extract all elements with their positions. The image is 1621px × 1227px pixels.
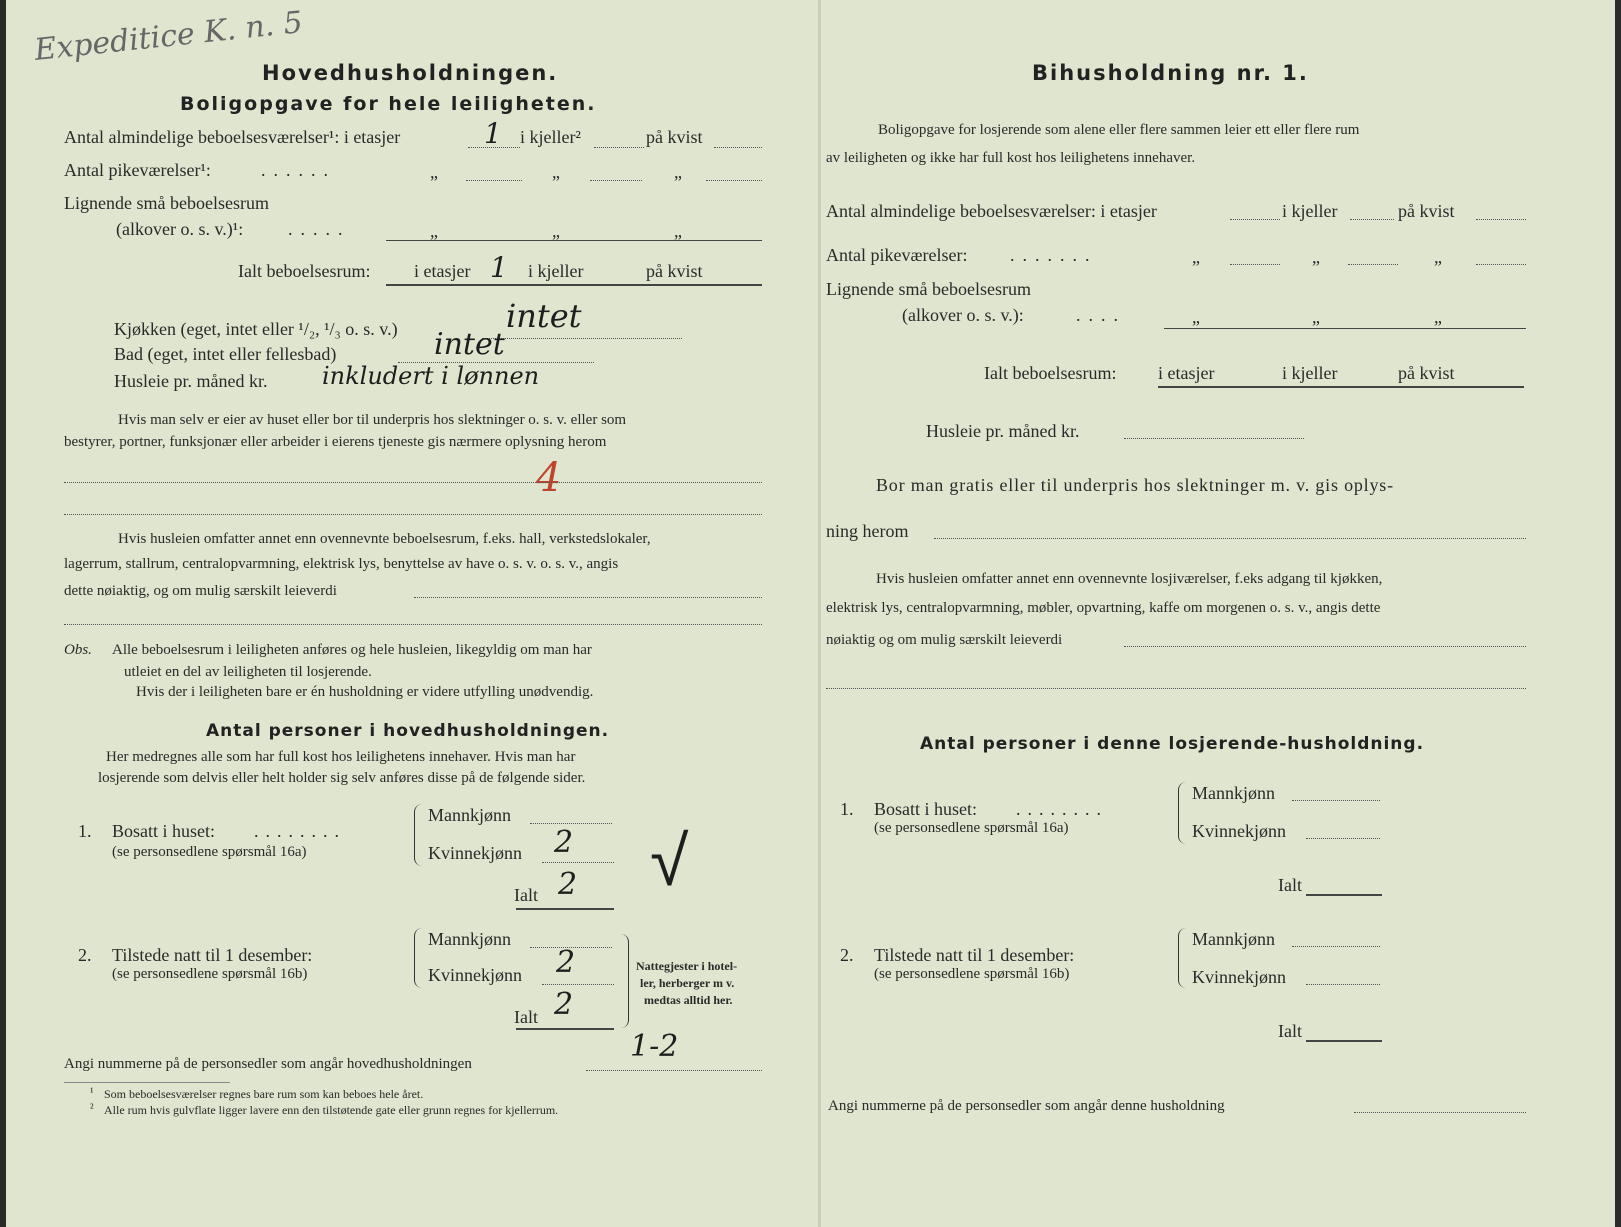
sub-includes-note-3: nøiaktig og om mulig særskilt leieverdi: [826, 632, 1063, 648]
main-household-subtitle: Boligopgave for hele leiligheten.: [180, 93, 597, 115]
main-household-title: Hovedhusholdningen.: [262, 61, 559, 85]
includes-note-3: dette nøiaktig, og om mulig særskilt leieverdi: [64, 583, 337, 599]
total-rooms-label: Ialt beboelsesrum:: [238, 261, 371, 281]
footnote-1: Som beboelsesværelser regnes bare rum som kan beboes hele året.: [104, 1087, 424, 1101]
rent-label: Husleie pr. måned kr.: [114, 371, 268, 391]
footnote-2: Alle rum hvis gulvflate ligger lavere enn den tilstøtende gate eller grunn regnes for kjellerrum.: [104, 1103, 559, 1117]
owner-note-1: Hvis man selv er eier av huset eller bor til underpris hos slektninger o. s. v. eller som: [118, 412, 627, 428]
sub-household-title: Bihusholdning nr. 1.: [1032, 61, 1309, 85]
persons-title: Antal personer i hovedhusholdningen.: [206, 721, 610, 741]
sub-small-rooms-label: Lignende små beboelsesrum: [826, 279, 1031, 299]
sub-rooms-label: Antal almindelige beboelsesværelser: i etasjer: [826, 201, 1157, 221]
resident-female-label: Kvinnekjønn: [428, 843, 522, 863]
sub-rent-label: Husleie pr. måned kr.: [926, 421, 1080, 441]
obs-note-3: Hvis der i leiligheten bare er én husholdning er videre utfylling unødvendig.: [136, 684, 594, 700]
handwritten-stamp: Expeditice K. n. 5: [32, 5, 305, 68]
rent-value: inkludert i lønnen: [322, 362, 540, 390]
rooms-kjeller-label: i kjeller²: [520, 127, 581, 147]
present-male-label: Mannkjønn: [428, 929, 511, 949]
rooms-kvist-label: på kvist: [646, 127, 703, 147]
includes-note-2: lagerrum, stallrum, centralopvarmning, elektrisk lys, benyttelse av have o. s. v. o. s. v., angis: [64, 556, 619, 572]
small-rooms-label: Lignende små beboelsesrum: [64, 193, 269, 213]
rooms-etasjer-value: 1: [484, 117, 502, 150]
present-total-value: 2: [554, 987, 574, 1022]
bath-label: Bad (eget, intet eller fellesbad): [114, 344, 337, 364]
maid-rooms-label: Antal pikeværelser¹:: [64, 160, 211, 180]
sub-free-note-2: ning herom: [826, 521, 909, 541]
sub-numbers-label: Angi nummerne på de personsedler som angår denne husholdning: [828, 1098, 1225, 1114]
kitchen-value: intet: [506, 297, 582, 335]
sub-intro-1: Boligopgave for losjerende som alene eller flere sammen leier ett eller flere rum: [878, 122, 1360, 138]
bath-value: intet: [434, 327, 505, 362]
rooms-label: Antal almindelige beboelsesværelser¹: i etasjer: [64, 127, 401, 147]
resident-label: Bosatt i huset:: [112, 821, 215, 841]
sub-includes-note-1: Hvis husleien omfatter annet enn ovennevnte losjiværelser, f.eks adgang til kjøkken,: [876, 571, 1383, 587]
numbers-label: Angi nummerne på de personsedler som angår hovedhusholdningen: [64, 1056, 472, 1072]
present-female-label: Kvinnekjønn: [428, 965, 522, 985]
sub-intro-2: av leiligheten og ikke har full kost hos leilighetens innehaver.: [826, 150, 1196, 166]
present-female-value: 2: [556, 945, 576, 980]
sub-maid-rooms-label: Antal pikeværelser:: [826, 245, 968, 265]
includes-note-1: Hvis husleien omfatter annet enn ovennevnte beboelsesrum, f.eks. hall, verkstedslokaler,: [118, 531, 651, 547]
page-fold: [818, 0, 821, 1227]
sub-free-note-1: Bor man gratis eller til underpris hos slektninger m. v. gis oplys-: [876, 475, 1394, 495]
sub-present-label: Tilstede natt til 1 desember:: [874, 945, 1075, 965]
sub-resident-label: Bosatt i huset:: [874, 799, 977, 819]
persons-note-2: losjerende som delvis eller helt holder sig selv anføres disse på de følgende sider.: [98, 770, 586, 786]
present-label: Tilstede natt til 1 desember:: [112, 945, 313, 965]
sub-includes-note-2: elektrisk lys, centralopvarmning, møbler, opvartning, kaffe om morgenen o. s. v., angis dette: [826, 600, 1381, 616]
alcove-label: (alkover o. s. v.)¹:: [116, 219, 244, 239]
sub-persons-title: Antal personer i denne losjerende-husholdning.: [920, 734, 1425, 754]
sub-total-rooms-label: Ialt beboelsesrum:: [984, 363, 1117, 383]
resident-total-value: 2: [558, 867, 578, 902]
numbers-value: 1-2: [630, 1029, 679, 1064]
kitchen-label: Kjøkken (eget, intet eller ¹/₂, ¹/₃ o. s. v.): [114, 319, 398, 339]
resident-female-value: 2: [554, 825, 574, 860]
persons-note-1: Her medregnes alle som har full kost hos leilighetens innehaver. Hvis man har: [106, 749, 576, 765]
total-etasjer-value: 1: [490, 251, 508, 284]
obs-note-1: Alle beboelsesrum i leiligheten anføres og hele husleien, likegyldig om man har: [112, 642, 592, 658]
resident-male-label: Mannkjønn: [428, 805, 511, 825]
obs-label: Obs.: [64, 642, 92, 658]
owner-note-2: bestyrer, portner, funksjonær eller arbeider i eierens tjeneste gis nærmere oplysning herom: [64, 434, 607, 450]
red-mark: 4: [536, 455, 562, 501]
obs-note-2: utleiet en del av leiligheten til losjerende.: [124, 664, 372, 680]
check-mark: √: [650, 820, 689, 902]
census-form-sheet: Expeditice K. n. 5 Hovedhusholdningen. Boligopgave for hele leiligheten. Antal almindelige beboelsesværelser¹: i etasjer 1 i kjeller² på kvist Antal pikeværelser¹: ...... „ „ „ Lignende små beboelsesrum (alkover o. s. v.)¹: ..... „ „ „ Ialt beboelsesrum: i etasjer 1 i kjeller på kvist Kjøkken (eget, intet eller ¹/₂, ¹/₃ o. s. v.) intet Bad (eget, intet eller fellesbad) intet Husleie pr. måned kr. inkludert i lønnen Hvis man selv er eier av huset eller bor til underpris hos slektninger o. s. v. eller som bestyrer, portner, funksjonær eller arbeider i eierens tjeneste gis nærmere oplysning herom 4 Hvis husleien omfatter annet enn ovennevnte beboelsesrum, f.eks. hall, verkstedslokaler, lagerrum, stallrum, centralopvarmning, elektrisk lys, benyttelse av have o. s. v. o. s. v., angis dette nøiaktig, og om mulig særskilt leieverdi Obs. Alle beboelsesrum i leiligheten anføres og hele husleien, likegyldig om man har utleiet en del av leiligheten til losjerende. Hvis der i leiligheten bare er én husholdning er videre utfylling unødvendig. Antal personer i hovedhusholdningen. Her medregnes alle som har full kost hos leilighetens innehaver. Hvis man har losjerende som delvis eller helt holder sig selv anføres disse på de følgende sider. 1. Bosatt i huset: ........ (se personsedlene spørsmål 16a) Mannkjønn Kvinnekjønn 2 Ialt 2 √ 2. Tilstede natt til 1 desember: (se personsedlene spørsmål 16b) Mannkjønn Kvinnekjønn 2 Ialt 2 Nattegjester i hotel- ler, herberger m v. medtas alltid her. Angi nummerne på de personsedler som angår hovedhusholdningen 1-2 ¹ Som beboelsesværelser regnes bare rum som kan beboes hele året. ² Alle rum hvis gulvflate ligger lavere enn den tilstøtende gate eller grunn regnes for kjellerrum. Bihusholdning nr. 1. Boligopgave for losjerende som alene eller flere sammen leier ett eller flere rum av leiligheten og ikke har full kost hos leilighetens innehaver. Antal almindelige beboelsesværelser: i etasjer i kjeller på kvist Antal pikeværelser: ....... „ „ „ Lignende små beboelsesrum (alkover o. s. v.): .... „ „ „ Ialt beboelsesrum: i etasjer i kjeller på kvist Husleie pr. måned kr. Bor man gratis eller til underpris hos slektninger m. v. gis oplys- ning herom Hvis husleien omfatter annet enn ovennevnte losjiværelser, f.eks adgang til kjøkken, elektrisk lys, centralopvarmning, møbler, opvartning, kaffe om morgenen o. s. v., angis dette nøiaktig og om mulig særskilt leieverdi Antal personer i denne losjerende-husholdning. 1. Bosatt i huset: ........ (se personsedlene spørsmål 16a) Mannkjønn Kvinnekjønn Ialt 2. Tilstede natt til 1 desember: (se personsedlene spørsmål 16b) Mannkjønn Kvinnekjønn Ialt Angi nummerne på de personsedler som angår denne husholdning: [6, 0, 1615, 1227]
